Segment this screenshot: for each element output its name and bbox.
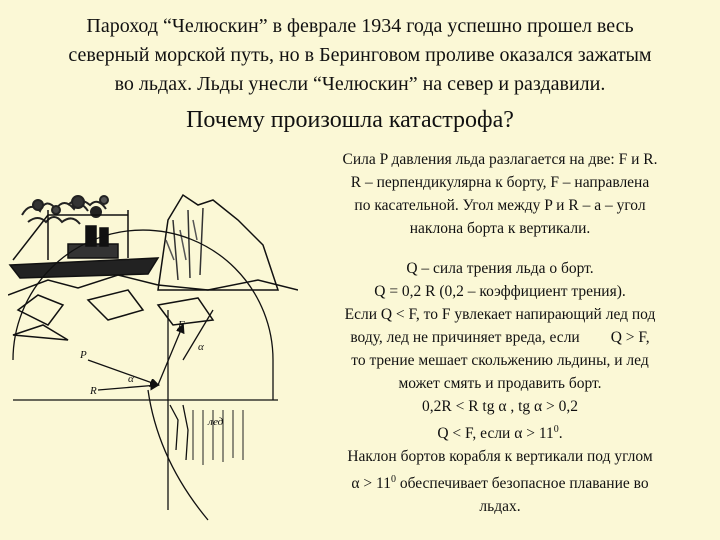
- label-p: P: [80, 349, 87, 361]
- text-line: по касательной. Угол между P и R – a – угол: [354, 197, 646, 214]
- text-line: [292, 468, 708, 495]
- intro-line: северный морской путь, но в Беринговом проливе оказался зажатым: [68, 44, 652, 66]
- explanation-friction: [292, 257, 708, 518]
- intro-paragraph: [6, 12, 714, 99]
- text-line: Q – сила трения льда о борт.: [406, 260, 594, 277]
- label-ice: лед: [208, 416, 224, 428]
- degree-superscript: 0: [390, 474, 396, 486]
- text-part: Q < F, если α > 11: [437, 425, 554, 443]
- text-line: [292, 418, 708, 445]
- text-part: обеспечивает безопасное плавание во: [395, 475, 649, 493]
- label-f: F: [178, 319, 185, 331]
- text-line: Q = 0,2 R (0,2 – коэффициент трения).: [374, 283, 626, 300]
- label-r: R: [90, 385, 97, 397]
- text-line: Если Q < F, то F увлекает напирающий лед под: [344, 306, 656, 323]
- label-alpha: α: [198, 341, 204, 353]
- text-line: может смять и продавить борт.: [398, 375, 602, 392]
- intro-line: Пароход “Челюскин” в феврале 1934 года успешно прошел весь: [86, 15, 634, 37]
- text-line: то трение мешает скольжению льдины, и лед: [351, 352, 649, 369]
- ship-ice-illustration: [8, 160, 298, 530]
- degree-superscript: 0: [553, 424, 559, 435]
- explanation-forces: [292, 148, 708, 240]
- smoke: [22, 196, 108, 224]
- text-line: воду, лед не причиняет вреда, если Q > F,: [350, 329, 650, 346]
- question-heading: Почему произошла катастрофа?: [186, 107, 514, 133]
- text-line: Наклон бортов корабля к вертикали под углом: [347, 448, 653, 466]
- text-part: .: [558, 425, 563, 443]
- label-alpha: α: [128, 373, 134, 385]
- text-line: 0,2R < R tg α , tg α > 0,2: [421, 398, 578, 415]
- text-part: α > 11: [351, 475, 391, 493]
- iceberg: [158, 195, 278, 290]
- text-line: R – перпендикулярна к борту, F – направлена: [350, 174, 650, 191]
- text-line: наклона борта к вертикали.: [409, 220, 591, 237]
- text-line: льдах.: [479, 498, 521, 516]
- diagram-labels: [79, 319, 224, 428]
- intro-line: во льдах. Льды унесли “Челюскин” на север и раздавили.: [114, 73, 606, 95]
- text-line: Сила P давления льда разлагается на две: F и R.: [342, 151, 658, 168]
